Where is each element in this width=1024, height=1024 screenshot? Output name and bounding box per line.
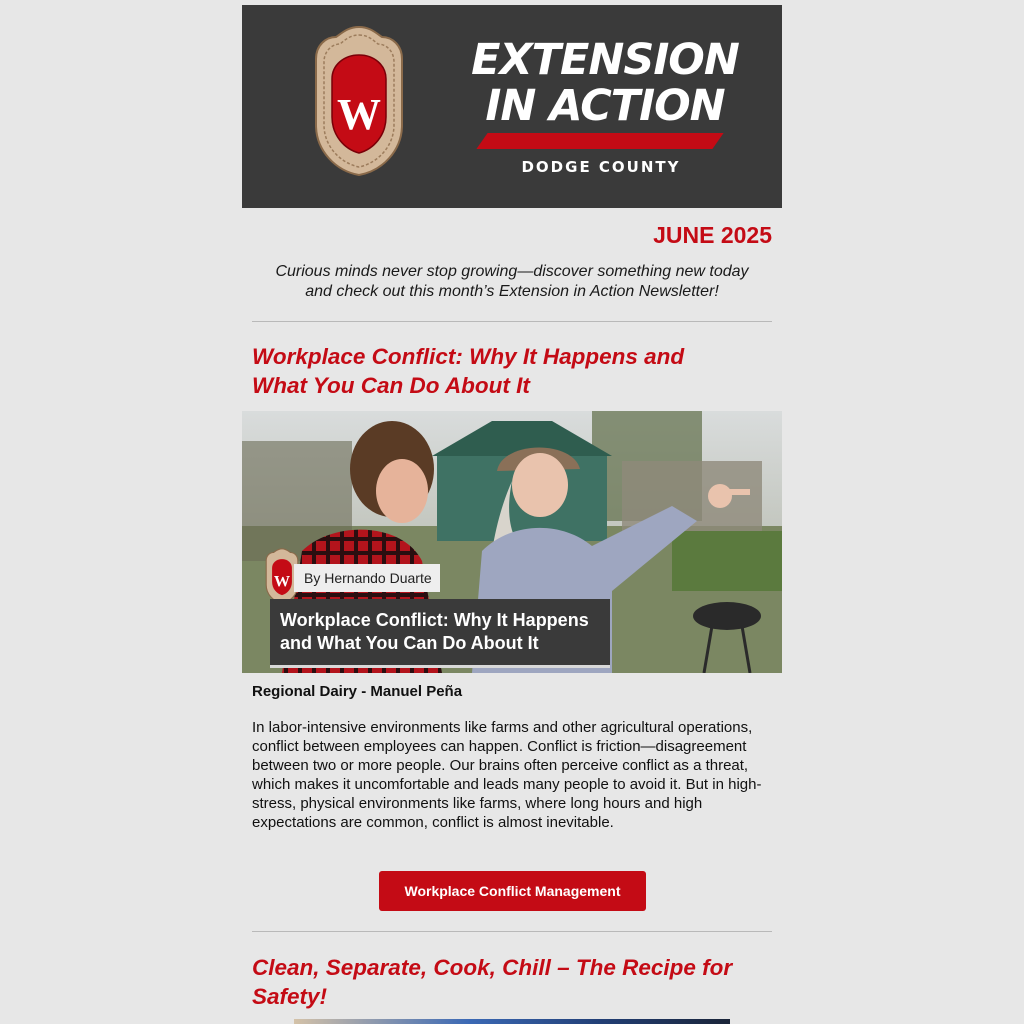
article-body: In labor-intensive environments like farms and other agricultural operations, conflict between employees can happen. Conflict is friction—disagreement between two or more people. Our brains often perceive conflict as a threat, which makes it uncomfortable and leads many people to avoid it. But in high-stress, physical environments like farms, where long hours and high expectations are common, conflict is almost inevitable. xyxy=(252,719,762,831)
divider xyxy=(252,321,772,322)
article-title-food-safety[interactable] xyxy=(252,953,777,1011)
article-title[interactable] xyxy=(252,342,777,400)
newsletter-banner xyxy=(242,5,782,208)
article2-image[interactable] xyxy=(294,1019,730,1024)
brand-subtitle: DODGE COUNTY xyxy=(521,158,681,176)
image-caption xyxy=(280,609,605,655)
newsletter-column xyxy=(242,0,782,1024)
brand-stripe xyxy=(476,133,723,149)
divider xyxy=(252,931,772,932)
article-subhead: Regional Dairy - Manuel Peña xyxy=(252,683,463,700)
image-caption-line2: and What You Can Do About It xyxy=(280,633,539,653)
newsletter-brand-title xyxy=(470,37,740,129)
article-image[interactable] xyxy=(242,411,782,673)
intro-line1: Curious minds never stop growing—discover something new today xyxy=(275,263,749,280)
svg-text:W: W xyxy=(273,573,291,591)
uw-crest-icon xyxy=(310,25,408,177)
image-caption-box xyxy=(270,599,610,668)
image-byline: By Hernando Duarte xyxy=(294,564,440,592)
article2-title-line1: Clean, Separate, Cook, Chill – The Recipe for xyxy=(252,955,733,980)
issue-date: JUNE 2025 xyxy=(653,222,772,248)
brand-title-line2: IN ACTION xyxy=(485,81,725,131)
image-caption-line1: Workplace Conflict: Why It Happens xyxy=(280,610,589,630)
intro-line2: and check out this month’s Extension in Action Newsletter! xyxy=(305,283,719,300)
issue-intro xyxy=(252,262,772,302)
workplace-conflict-button[interactable]: Workplace Conflict Management xyxy=(379,871,646,911)
article2-title-line2: Safety! xyxy=(252,984,328,1009)
article-title-line2: What You Can Do About It xyxy=(252,373,530,398)
crest-letter: W xyxy=(337,90,381,139)
brand-title-line1: EXTENSION xyxy=(471,35,739,85)
article-title-line1: Workplace Conflict: Why It Happens and xyxy=(252,344,685,369)
